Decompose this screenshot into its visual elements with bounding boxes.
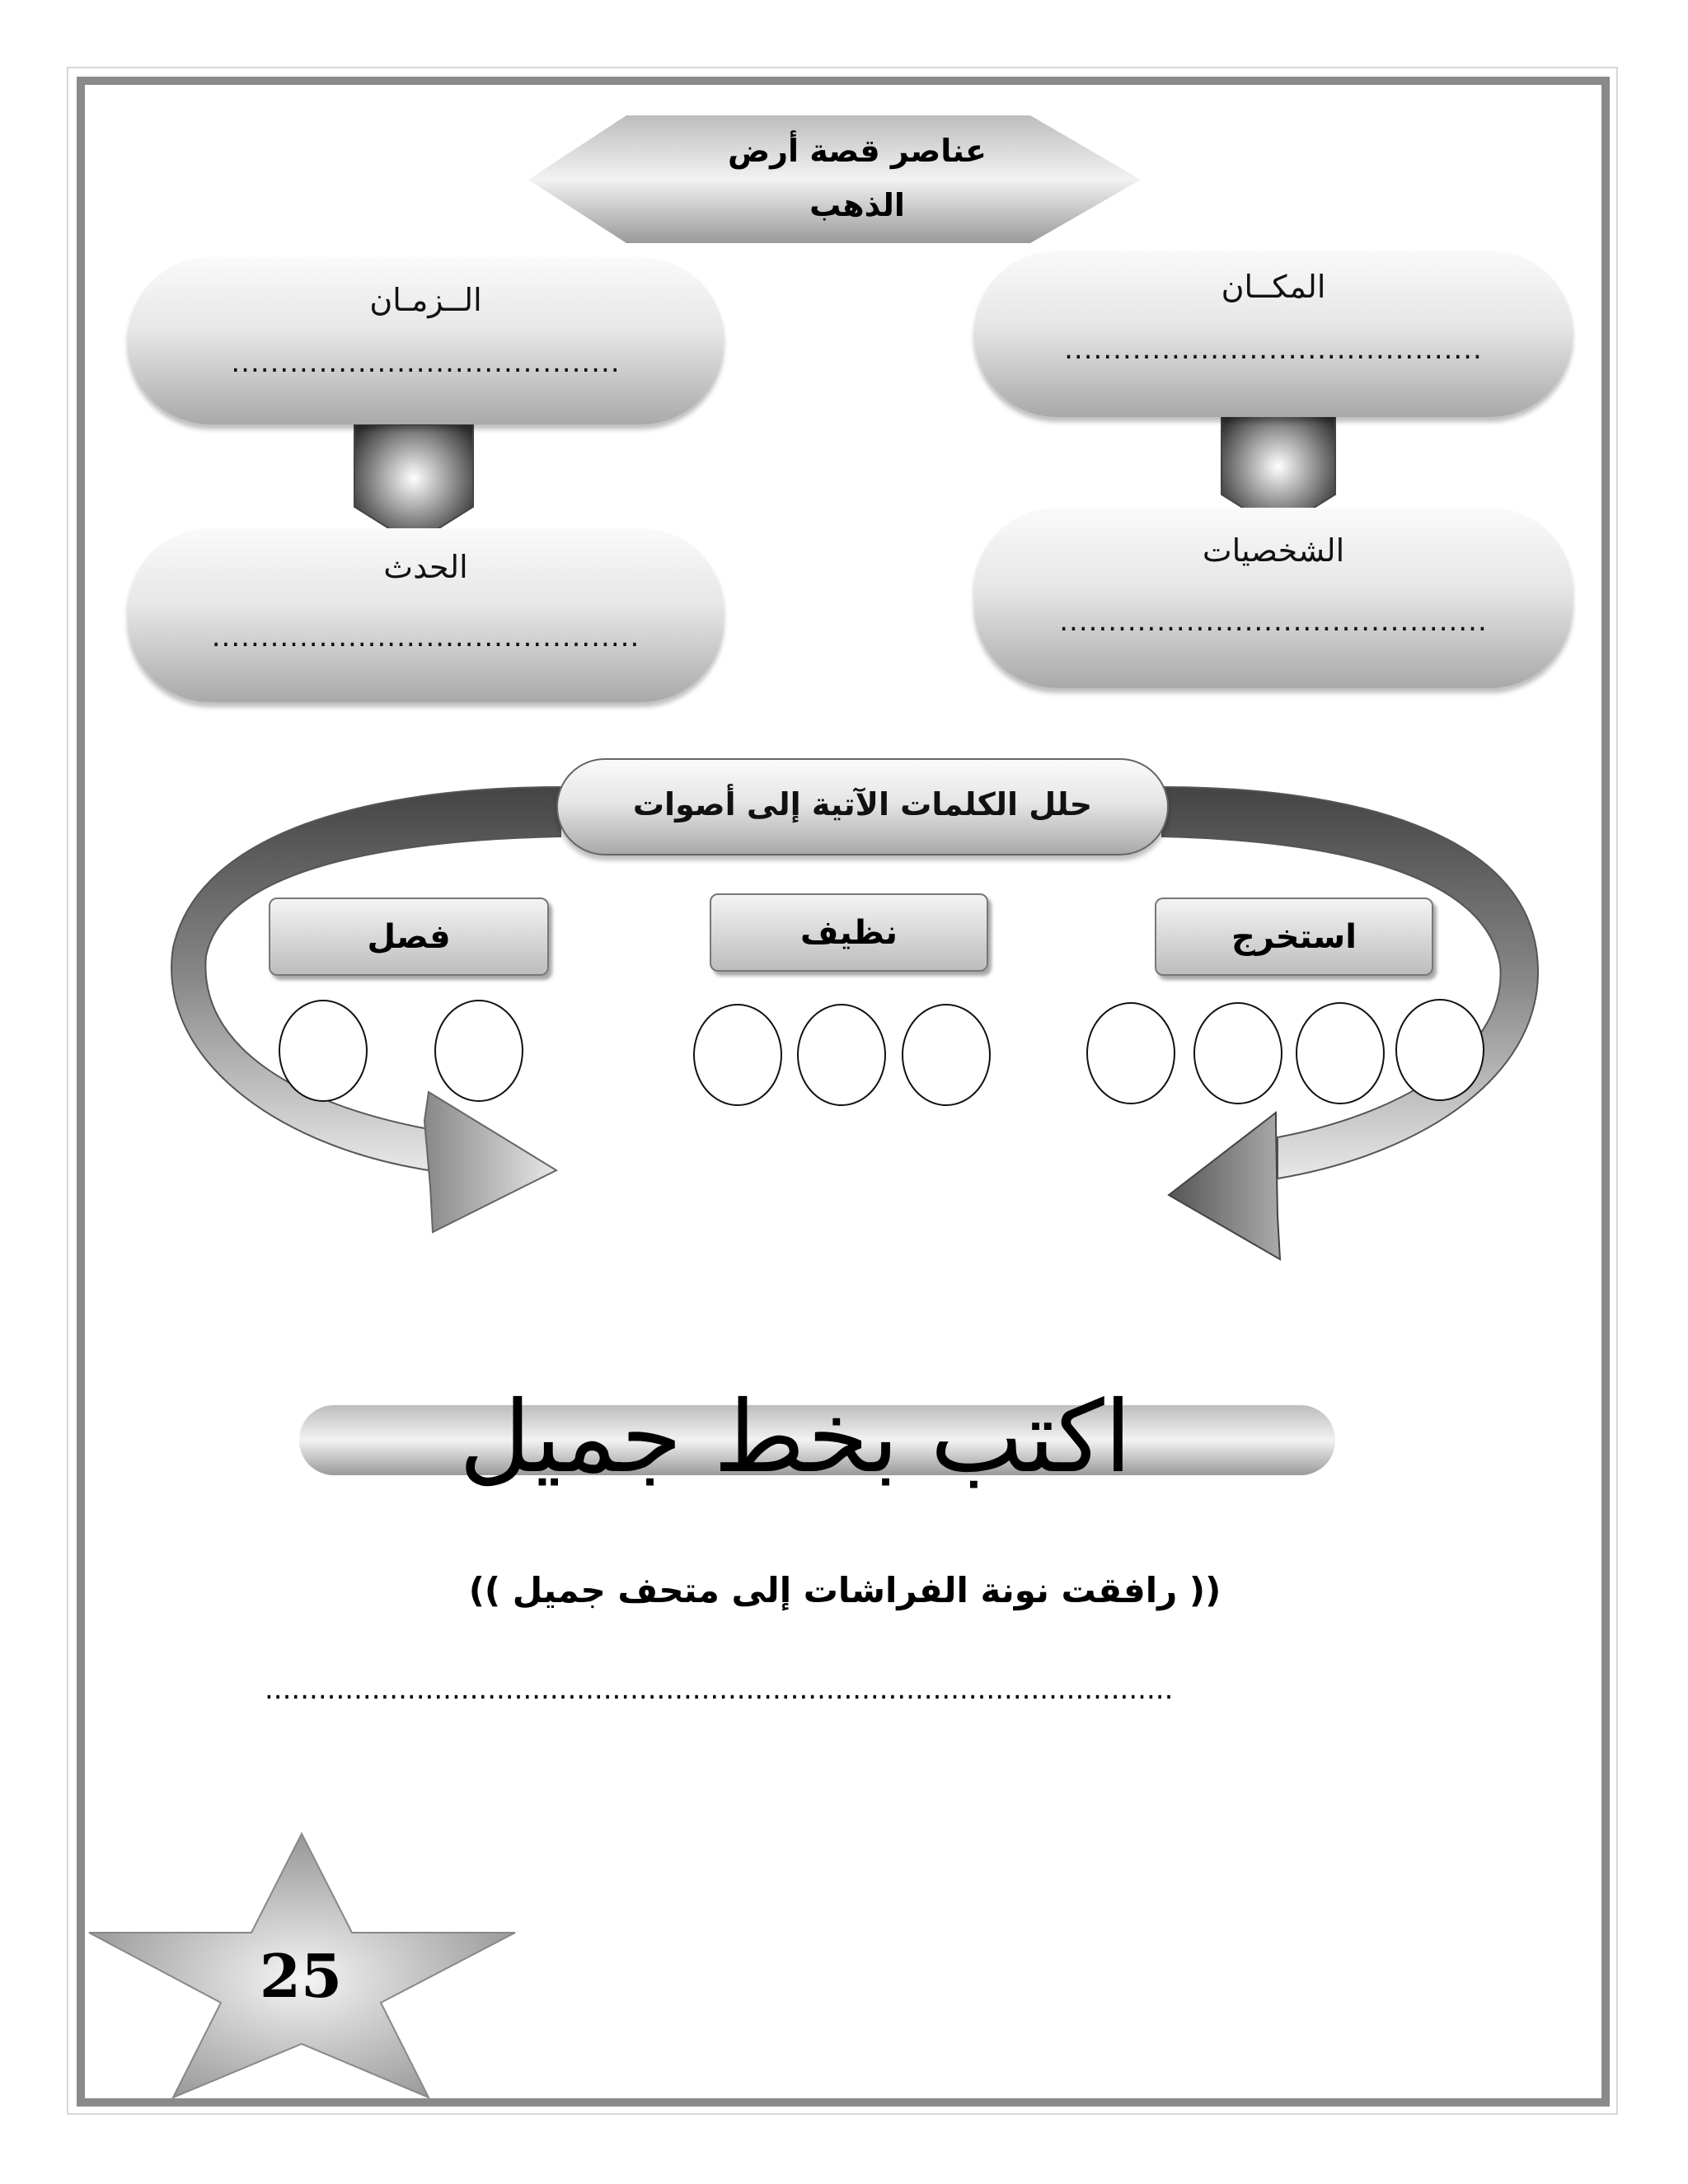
event-label: الحدث (383, 549, 468, 585)
sound-circle[interactable] (1193, 1002, 1282, 1104)
place-answer-line[interactable]: ........................................... (1064, 333, 1483, 366)
characters-box (974, 508, 1573, 688)
characters-label: الشخصيات (1202, 532, 1345, 569)
curved-band-right (1162, 787, 1538, 1179)
characters-answer-line[interactable]: ............................................ (1059, 605, 1488, 638)
header-title: عناصر قصة أرض الذهب (728, 133, 987, 223)
sentence-answer-line[interactable]: ...................................................................................................... (265, 1673, 1174, 1706)
sounds-section-title-box (556, 758, 1169, 855)
sounds-section-title: حلل الكلمات الآتية إلى أصوات (632, 786, 1093, 823)
time-label: الــزمـان (369, 282, 482, 318)
curved-band-left (171, 787, 560, 1170)
sound-circle[interactable] (1296, 1002, 1385, 1104)
sentence: (( رافقت نونة الفراشات إلى متحف جميل )) (468, 1570, 1221, 1610)
place-box (974, 251, 1573, 417)
sound-circle[interactable] (279, 1000, 368, 1102)
time-answer-line[interactable]: ........................................ (231, 346, 621, 379)
time-box (128, 257, 724, 424)
arrow-down-left-icon (354, 424, 473, 544)
word-box-istakhraj: استخرج (1155, 898, 1433, 976)
event-box (128, 528, 724, 702)
word-box-fasl: فصل (269, 898, 549, 976)
page-number: 25 (259, 1941, 343, 2011)
word-box-natheef: نظيف (710, 893, 988, 972)
sound-circle[interactable] (797, 1004, 886, 1106)
sound-circle[interactable] (902, 1004, 991, 1106)
place-label: المكــان (1221, 269, 1326, 305)
sound-circle[interactable] (1086, 1002, 1175, 1104)
arrow-left-head (1169, 1113, 1280, 1259)
event-answer-line[interactable]: ............................................ (211, 621, 640, 654)
sound-circle[interactable] (434, 1000, 523, 1102)
arrow-right-head (424, 1092, 556, 1232)
sound-circle[interactable] (1395, 999, 1484, 1101)
handwriting-title: اكتب بخط جميل (458, 1380, 1132, 1495)
sound-circle[interactable] (693, 1004, 782, 1106)
